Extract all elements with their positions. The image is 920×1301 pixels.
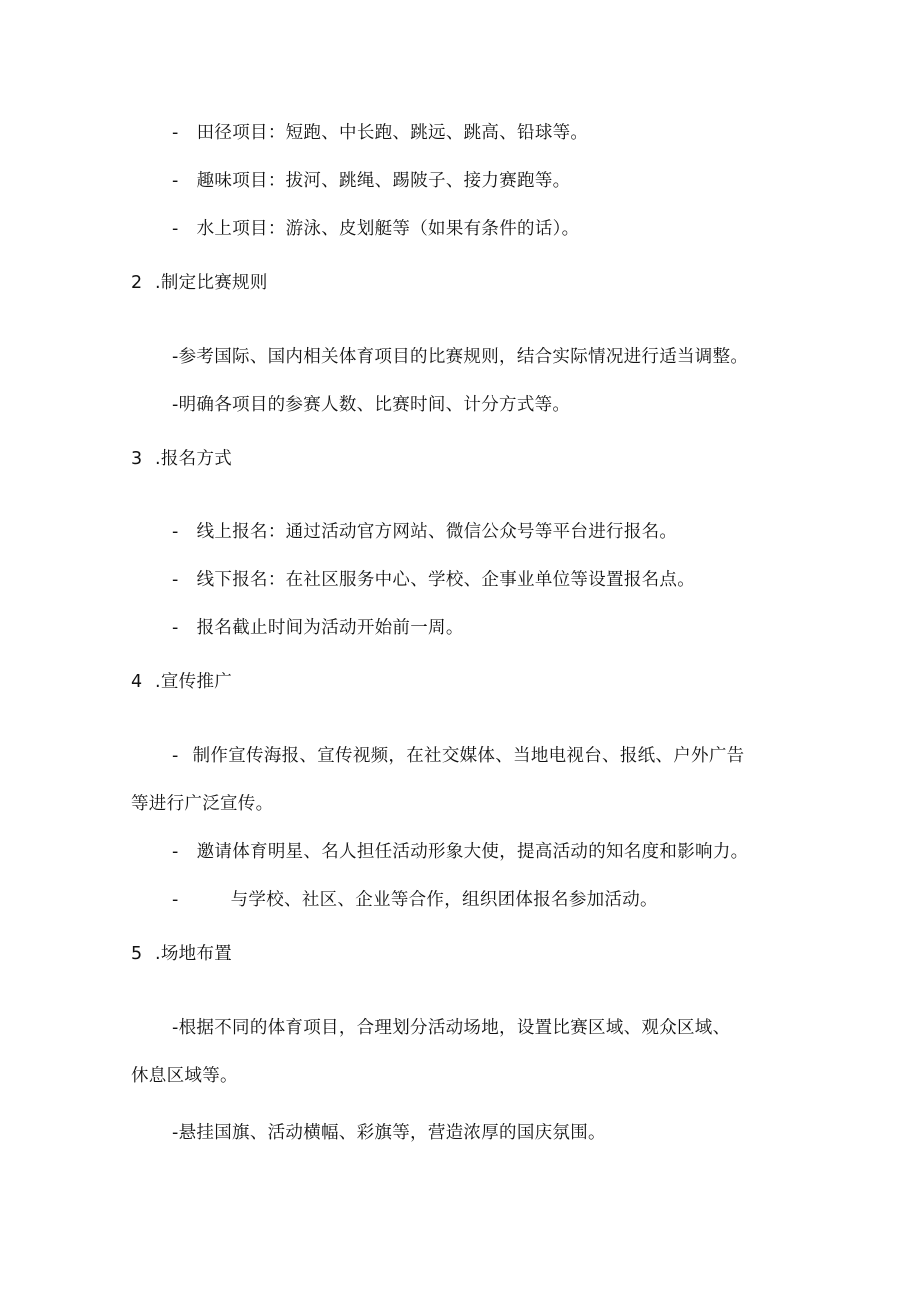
section-title: .报名方式 <box>155 449 233 469</box>
list-item-text: 邀请体育明星、名人担任活动形象大使，提高活动的知名度和影响力。 <box>196 842 749 862</box>
list-item <box>172 889 658 911</box>
list-item-text: -明确各项目的参赛人数、比赛时间、计分方式等。 <box>172 395 571 415</box>
list-item <box>172 617 464 639</box>
list-item-text: 线下报名：在社区服务中心、学校、企事业单位等设置报名点。 <box>196 570 696 590</box>
list-item-text: 报名截止时间为活动开始前一周。 <box>196 618 464 638</box>
list-item-text: 水上项目：游泳、皮划艇等（如果有条件的话）。 <box>196 219 580 239</box>
list-item-text: 制作宣传海报、宣传视频，在社交媒体、当地电视台、报纸、户外广告 <box>192 746 745 766</box>
list-item <box>172 346 748 368</box>
section-number: 4 <box>131 672 143 692</box>
list-item-text: -参考国际、国内相关体育项目的比赛规则，结合实际情况进行适当调整。 <box>172 347 749 367</box>
list-item <box>172 1017 730 1039</box>
section-heading <box>131 448 232 470</box>
list-item-continuation <box>131 793 273 815</box>
bullet-dash: - <box>172 522 179 542</box>
list-item <box>172 1122 606 1144</box>
list-item-text: 等进行广泛宣传。 <box>131 794 274 814</box>
list-item-text: 田径项目：短跑、中长跑、跳远、跳高、铅球等。 <box>196 123 589 143</box>
list-item-text: 与学校、社区、企业等合作，组织团体报名参加活动。 <box>230 890 658 910</box>
bullet-dash: - <box>172 171 179 191</box>
section-heading <box>131 671 232 693</box>
section-title: .场地布置 <box>155 944 233 964</box>
list-item-continuation <box>131 1065 238 1087</box>
bullet-dash: - <box>172 570 179 590</box>
bullet-dash: - <box>172 123 179 143</box>
list-item-text: -根据不同的体育项目，合理划分活动场地，设置比赛区域、观众区域、 <box>172 1018 731 1038</box>
list-item-text: 趣味项目：拔河、跳绳、踢陂子、接力赛跑等。 <box>196 171 571 191</box>
section-number: 2 <box>131 273 143 293</box>
bullet-dash: - <box>172 618 179 638</box>
list-item <box>172 170 570 192</box>
section-title: .制定比赛规则 <box>155 273 268 293</box>
list-item <box>172 841 748 863</box>
section-heading <box>131 272 268 294</box>
list-item <box>172 394 570 416</box>
list-item-text: -悬挂国旗、活动横幅、彩旗等，营造浓厚的国庆氛围。 <box>172 1123 606 1143</box>
section-number: 3 <box>131 449 143 469</box>
list-item <box>172 218 579 240</box>
list-item <box>172 569 695 591</box>
section-number: 5 <box>131 944 143 964</box>
bullet-dash: - <box>172 890 179 910</box>
list-item-text: 线上报名：通过活动官方网站、微信公众号等平台进行报名。 <box>196 522 678 542</box>
list-item <box>172 521 677 543</box>
bullet-dash: - <box>172 219 179 239</box>
section-heading <box>131 943 232 965</box>
list-item-text: 休息区域等。 <box>131 1066 238 1086</box>
list-item <box>172 122 588 144</box>
section-title: .宣传推广 <box>155 672 233 692</box>
list-item <box>172 745 744 767</box>
bullet-dash: - <box>172 842 179 862</box>
bullet-dash: - <box>172 746 179 766</box>
